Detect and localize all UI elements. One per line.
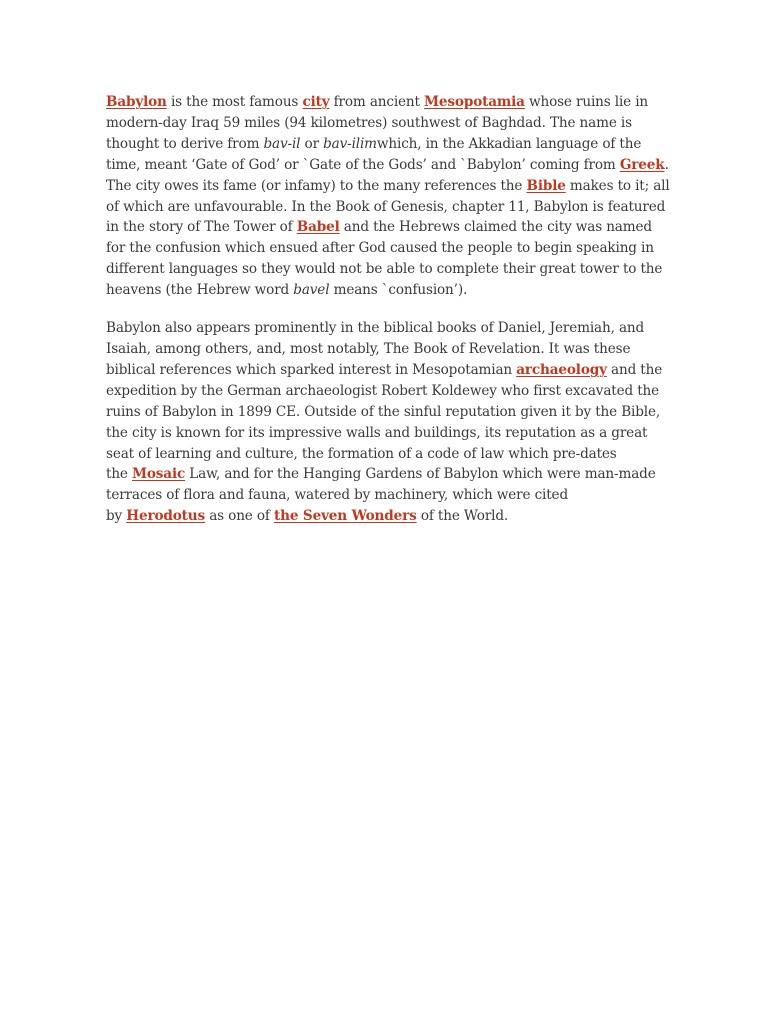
link-bible[interactable]: Bible <box>526 177 566 194</box>
text-line: expedition by the German archaeologist Robert Koldewey who first excavated the <box>106 382 660 399</box>
link-archaeology[interactable]: archaeology <box>516 361 607 378</box>
link-seven-wonders[interactable]: the Seven Wonders <box>273 508 417 525</box>
text-line: Babylon is the most famous city from ancient Mesopotamia whose ruins lie in <box>106 94 649 110</box>
text-line: different languages so they would not be able to complete their great tower to the <box>106 261 663 278</box>
text-line: by Herodotus as one of the Seven Wonders of the World. <box>106 508 509 525</box>
italic-term: bavel <box>293 282 330 299</box>
text-line: seat of learning and culture, the formation of a code of law which pre-dates <box>106 445 617 462</box>
link-herodotus[interactable]: Herodotus <box>126 508 206 525</box>
text-line: The city owes its fame (or infamy) to the many references the Bible makes to it; all <box>106 177 670 194</box>
link-babel[interactable]: Babel <box>296 219 340 236</box>
link-mosaic[interactable]: Mosaic <box>131 466 186 483</box>
italic-term: bav-il <box>263 135 301 152</box>
text-line: heavens (the Hebrew word bavel means `confusion’). <box>106 282 468 299</box>
text-line: ruins of Babylon in 1899 CE. Outside of the sinful reputation given it by the Bible, <box>106 403 661 420</box>
text-line: Isaiah, among others, and, most notably, The Book of Revelation. It was these <box>106 340 631 357</box>
italic-term: bav-ilim <box>323 135 377 152</box>
text-line: terraces of flora and fauna, watered by machinery, which were cited <box>106 487 568 504</box>
link-mesopotamia[interactable]: Mesopotamia <box>424 94 525 110</box>
text-line: biblical references which sparked interest in Mesopotamian archaeology and the <box>106 361 663 378</box>
text-line: thought to derive from bav-il or bav-ilimwhich, in the Akkadian language of the <box>106 135 642 152</box>
paragraph-1 <box>106 92 670 301</box>
link-city[interactable]: city <box>302 94 330 110</box>
text-line: time, meant ‘Gate of God’ or `Gate of the Gods’ and `Babylon’ coming from Greek. <box>106 156 669 173</box>
text-line: modern-day Iraq 59 miles (94 kilometres) southwest of Baghdad. The name is <box>106 114 632 131</box>
paragraph-2 <box>106 318 662 527</box>
text-line: the city is known for its impressive walls and buildings, its reputation as a great <box>106 424 648 441</box>
text-line: of which are unfavourable. In the Book of Genesis, chapter 11, Babylon is featured <box>106 198 666 215</box>
article-body <box>106 92 670 544</box>
text-line: in the story of The Tower of Babel and the Hebrews claimed the city was named <box>106 219 652 236</box>
text-line: for the confusion which ensued after God caused the people to begin speaking in <box>106 240 654 257</box>
link-babylon[interactable]: Babylon <box>106 94 167 110</box>
text-line: the Mosaic Law, and for the Hanging Gardens of Babylon which were man-made <box>106 466 656 483</box>
link-greek[interactable]: Greek <box>619 156 665 173</box>
text-line: Babylon also appears prominently in the biblical books of Daniel, Jeremiah, and <box>106 320 645 337</box>
